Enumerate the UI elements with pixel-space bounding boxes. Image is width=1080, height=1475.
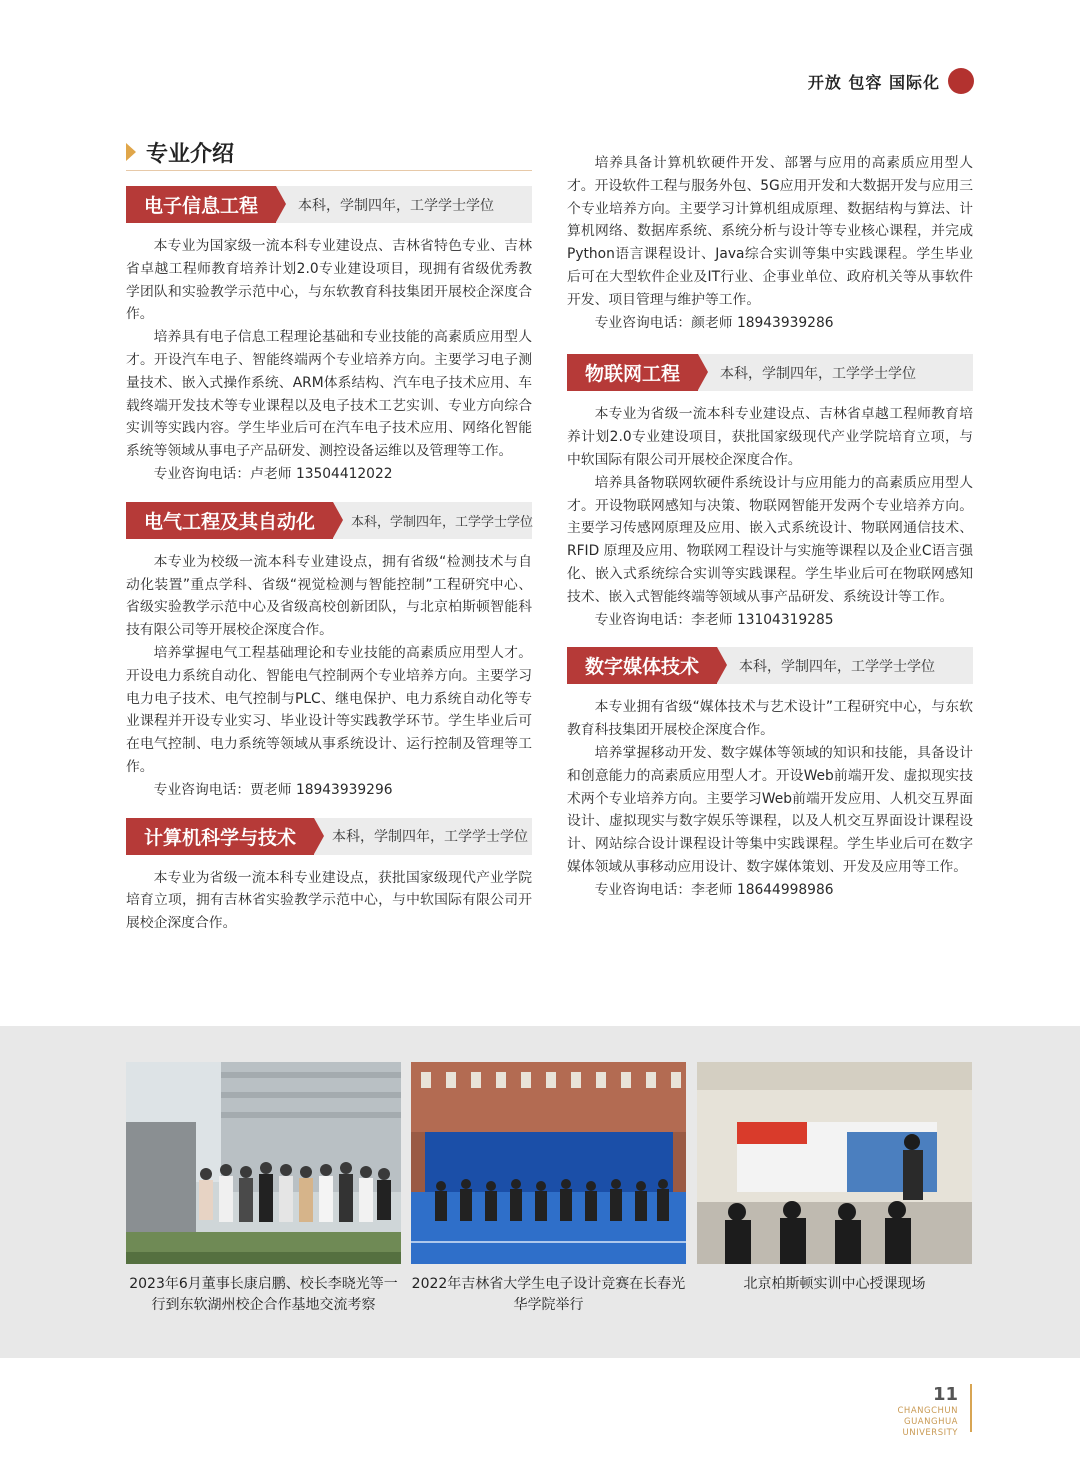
major-title-bar [567,354,973,391]
footer-line-1: CHANGCHUN [897,1406,958,1416]
major-name: 物联网工程 [567,354,698,391]
group-photo-neusoft [126,1062,401,1264]
major-paragraph: 本专业为校级一流本科专业建设点，拥有省级“检测技术与自动化装置”重点学科、省级“视觉检测与智能控制”工程研究中心、省级实验教学示范中心及省级高校创新团队，与北京柏斯顿智能科技有限公司等开展校企深度合作。 [126,553,532,639]
major-paragraph: 本专业为省级一流本科专业建设点，获批国家级现代产业学院培育立项，拥有吉林省实验教学示范中心，与中软国际有限公司开展校企深度合作。 [126,869,532,932]
school-seal-icon [948,68,974,94]
major-contact: 专业咨询电话：卢老师 13504412022 [153,465,393,482]
major-meta: 本科，学制四年，工学学士学位 [720,365,917,382]
major-iot [567,354,973,631]
major-meta: 本科，学制四年，工学学士学位 [739,658,936,675]
photo-card [697,1062,972,1295]
computer-science-continued [567,152,973,334]
major-name: 计算机科学与技术 [126,818,314,855]
major-contact: 专业咨询电话：李老师 18644998986 [594,881,834,898]
major-contact: 专业咨询电话：李老师 13104319285 [594,611,834,628]
major-name: 电气工程及其自动化 [126,502,333,539]
major-electrical [126,502,532,802]
major-title-bar [126,502,532,539]
photo-caption: 2023年6月董事长康启鹏、校长李晓光等一行到东软湖州校企合作基地交流考察 [129,1276,398,1313]
major-meta: 本科，学制四年，工学学士学位 [332,829,529,846]
major-paragraph: 培养掌握移动开发、数字媒体等领域的知识和技能，具备设计和创意能力的高素质应用型人才。开设Web前端开发、虚拟现实技术两个专业培养方向。主要学习Web前端开发应用、人机交互界面设计、虚拟现实与数字娱乐等课程，以及人机交互界面设计课程设计、网站综合设计课程设计等集中实践课程。学生毕业后可在数字媒体领域从事移动应用设计、数字媒体策划、开发及应用等工作。 [567,744,973,875]
major-title-bar [567,647,973,684]
major-contact: 专业咨询电话：贾老师 18943939296 [153,781,393,798]
major-digital-media [567,647,973,901]
major-name: 电子信息工程 [126,186,276,223]
page-number: 11 [932,1384,958,1405]
major-title-bar [126,818,532,855]
triangle-marker-icon [126,143,136,161]
page-footer [860,1384,972,1438]
major-title-bar [126,186,532,223]
photo-caption: 北京柏斯顿实训中心授课现场 [743,1276,926,1292]
major-paragraph: 本专业拥有省级“媒体技术与艺术设计”工程研究中心，与东软教育科技集团开展校企深度合作。 [567,699,973,739]
major-computer-science [126,818,532,935]
university-name [860,1406,958,1439]
major-paragraph: 本专业为国家级一流本科专业建设点、吉林省特色专业、吉林省卓越工程师教育培养计划2.0专业建设项目，现拥有省级优秀教学团队和实验教学示范中心，与东软教育科技集团开展校企深度合作。 [126,238,532,323]
major-paragraph: 培养具有电子信息工程理论基础和专业技能的高素质应用型人才。开设汽车电子、智能终端两个专业培养方向。主要学习电子测量技术、嵌入式操作系统、ARM体系结构、汽车电子技术应用、车载终端开发技术等专业课程以及电子技术工艺实训、专业方向综合实训等实践内容。学生毕业后可在汽车电子技术应用、网络化智能系统等领域从事电子产品研发、测控设备运维以及管理等工作。 [126,329,532,460]
major-meta: 本科，学制四年，工学学士学位 [298,197,495,214]
major-electronic-info [126,186,532,486]
major-paragraph: 本专业为省级一流本科专业建设点、吉林省卓越工程师教育培养计划2.0专业建设项目，获批国家级现代产业学院培育立项，与中软国际有限公司开展校企深度合作。 [567,406,973,468]
classroom-photo [697,1062,972,1264]
major-name: 数字媒体技术 [567,647,717,684]
major-paragraph: 培养具备物联网软硬件系统设计与应用能力的高素质应用型人才。开设物联网感知与决策、物联网智能开发两个专业培养方向。主要学习传感网原理及应用、嵌入式系统设计、物联网通信技术、RFID 原理及应用、物联网工程设计与实施等课程以及企业C语言强化、嵌入式系统综合实训等实践课程。学生毕业后可在物联网感知技术、嵌入式智能终端等领域从事产品研发、系统设计等工作。 [567,474,973,605]
photo-caption: 2022年吉林省大学生电子设计竞赛在长春光华学院举行 [411,1276,686,1313]
major-contact: 专业咨询电话：颜老师 18943939286 [594,314,834,331]
footer-line-2: GUANGHUA UNIVERSITY [902,1417,958,1438]
major-meta: 本科，学制四年，工学学士学位 [351,514,534,530]
left-column [126,186,532,935]
right-column [567,152,973,902]
major-paragraph: 培养具备计算机软硬件开发、部署与应用的高素质应用型人才。开设软件工程与服务外包、5G应用开发和大数据开发与应用三个专业培养方向。主要学习计算机组成原理、数据结构与算法、计算机网络、数据库系统、系统分析与设计等专业核心课程，并完成Python语言课程设计、Java综合实训等集中实践课程。学生毕业后可在大型软件企业及IT行业、企事业单位、政府机关等从事软件开发、项目管理与维护等工作。 [567,155,973,308]
header-slogan: 开放 包容 国际化 [807,72,940,92]
photo-card [411,1062,686,1316]
photo-card [126,1062,401,1316]
page-header [808,68,974,94]
major-paragraph: 培养掌握电气工程基础理论和专业技能的高素质应用型人才。开设电力系统自动化、智能电气控制两个专业培养方向。主要学习电力电子技术、电气控制与PLC、继电保护、电力系统自动化等专业课程并开设专业实习、毕业设计等实践教学环节。学生毕业后可在电气控制、电力系统等领域从事系统设计、运行控制及管理等工作。 [126,644,532,775]
section-title: 专业介绍 [146,141,235,167]
competition-photo [411,1062,686,1264]
section-heading [126,134,532,171]
photo-strip [0,1026,1080,1358]
